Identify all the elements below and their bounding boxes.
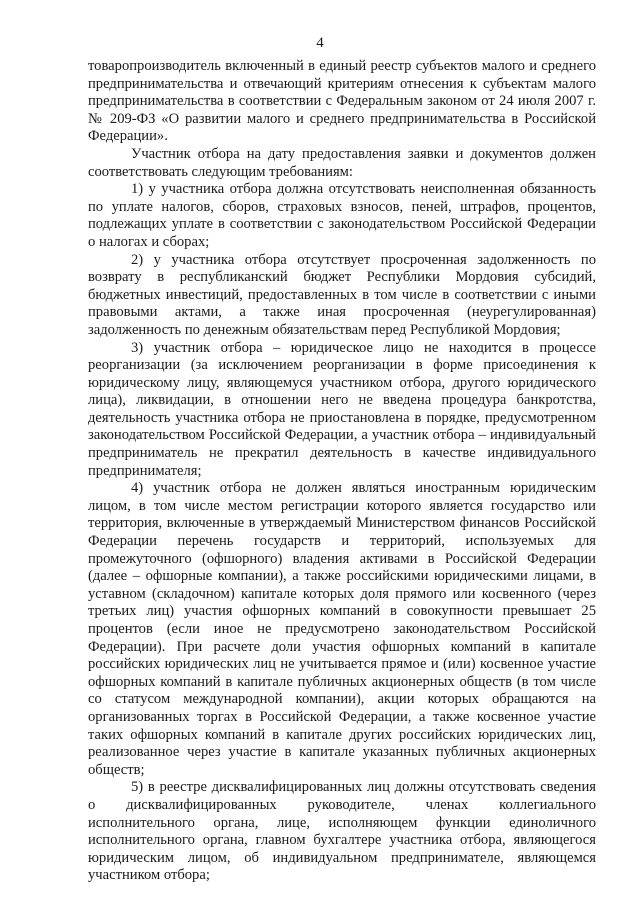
page-number: 4 [316, 35, 324, 51]
document-body [88, 58, 596, 885]
paragraph-requirement-5: 5) в реестре дисквалифицированных лиц должны отсутствовать сведения о дисквалифицированных руководителе, членах коллегиального исполнительного органа, лице, исполняющем функции единоличного исполнительного органа, главном бухгалтере участника отбора, являющегося юридическим лицом, об индивидуальном предпринимателе, являющемся участником отбора; [88, 779, 596, 884]
paragraph-requirement-3: 3) участник отбора – юридическое лицо не находится в процессе реорганизации (за исключением реорганизации в форме присоединения к юридическому лицу, являющемуся участником отбора, другого юридического лица), ликвидации, в отношении него не введена процедура банкротства, деятельность участника отбора не приостановлена в порядке, предусмотренном законодательством Российской Федерации, а участник отбора – индивидуальный предприниматель не прекратил деятельность в качестве индивидуального предпринимателя; [88, 339, 596, 479]
paragraph-requirement-1: 1) у участника отбора должна отсутствовать неисполненная обязанность по уплате налогов, сборов, страховых взносов, пеней, штрафов, процентов, подлежащих уплате в соответствии с законодательством Российской Федерации о налогах и сборах; [88, 181, 596, 250]
paragraph-continuation: товаропроизводитель включенный в единый реестр субъектов малого и среднего предпринимательства и отвечающий критериям отнесения к субъектам малого предпринимательства в соответствии с Федеральным законом от 24 июля 2007 г. № 209-ФЗ «О развитии малого и среднего предпринимательства в Российской Федерации». [88, 58, 596, 145]
paragraph-requirement-2: 2) у участника отбора отсутствует просроченная задолженность по возврату в республиканский бюджет Республики Мордовия субсидий, бюджетных инвестиций, предоставленных в том числе в соответствии с иными правовыми актами, а также иная просроченная (неурегулированная) задолженность по денежным обязательствам перед Республикой Мордовия; [88, 251, 596, 338]
paragraph-requirements-intro: Участник отбора на дату предоставления заявки и документов должен соответствовать следующим требованиям: [88, 145, 596, 180]
paragraph-requirement-4: 4) участник отбора не должен являться иностранным юридическим лицом, в том числе местом регистрации которого является государство или территория, включенные в утверждаемый Министерством финансов Российской Федерации перечень государств и территорий, используемых для промежуточного (офшорного) владения активами в Российской Федерации (далее – офшорные компании), а также российскими юридическими лицами, в уставном (складочном) капитале которых доля прямого или косвенного (через третьих лиц) участия офшорных компаний в совокупности превышает 25 процентов (если иное не предусмотрено законодательством Российской Федерации). При расчете доли участия офшорных компаний в капитале российских юридических лиц не учитывается прямое и (или) косвенное участие офшорных компаний в капитале публичных акционерных обществ (в том числе со статусом международной компании), акции которых обращаются на организованных торгах в Российской Федерации, а также косвенное участие таких офшорных компаний в капитале других российских юридических лиц, реализованное через участие в капитале указанных публичных акционерных обществ; [88, 480, 596, 778]
